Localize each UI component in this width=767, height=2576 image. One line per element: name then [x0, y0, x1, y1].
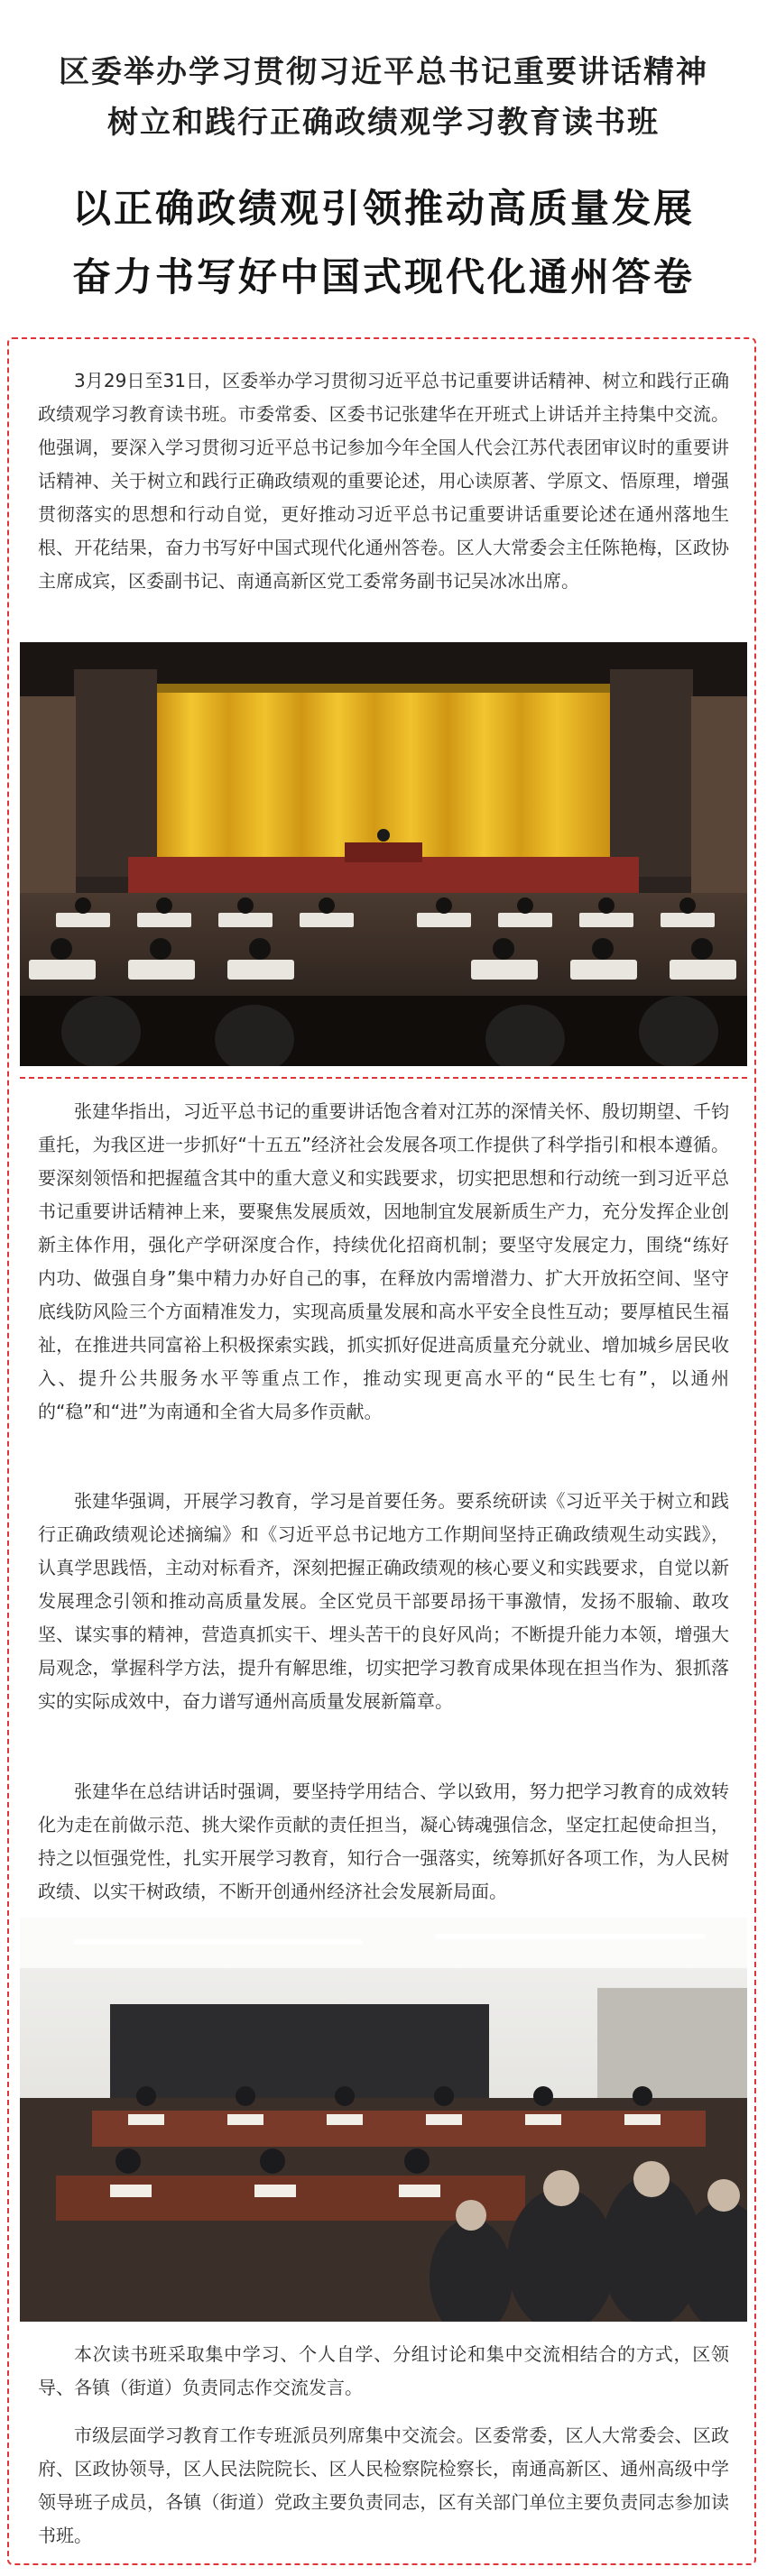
paragraph-summary: 张建华在总结讲话时强调，要坚持学用结合、学以致用，努力把学习教育的成效转化为走在前做示范、挑大梁作贡献的责任担当，凝心铸魂强信念，坚定扛起使命担当，持之以恒强党性，扎实开展学习教育，知行合一强落实，统筹抓好各项工作，为人民树政绩、以实干树政绩，不断开创通州经济社会发展新局面。 — [38, 1780, 729, 1902]
photo-roundtable-meeting — [20, 1918, 747, 2322]
paragraph-attendees: 市级层面学习教育工作专班派员列席集中交流会。区委常委，区人大常委会、区政府、区政协领导，区人民法院院长、区人民检察院检察长，南通高新区、通州高级中学领导班子成员，各镇（街道）党政主要负责同志，区有关部门单位主要负责同志参加读书班。 — [38, 2424, 729, 2546]
paragraph-instructions: 张建华指出，习近平总书记的重要讲话饱含着对江苏的深情关怀、殷切期望、千钧重托，为我区进一步抓好“十五五”经济社会发展各项工作提供了科学指引和根本遵循。要深刻领悟和把握蕴含其中的重大意义和实践要求，切实把思想和行动统一到习近平总书记重要讲话精神上来，要聚焦发展质效，因地制宜发展新质生产力，充分发挥企业创新主体作用，强化产学研深度合作，持续优化招商机制；要坚守发展定力，围绕“练好内功、做强自身”集中精力办好自己的事，在释放内需增潜力、扩大开放拓空间、坚守底线防风险三个方面精准发力，实现高质量发展和高水平安全良性互动；要厚植民生福祉，在推进共同富裕上积极探索实践，抓实抓好促进高质量充分就业、增加城乡居民收入、提升公共服务水平等重点工作，推动实现更高水平的“民生七有”，以通州的“稳”和“进”为南通和全省大局多作贡献。 — [38, 1100, 729, 1422]
paragraph-format: 本次读书班采取集中学习、个人自学、分组讨论和集中交流相结合的方式，区领导、各镇（街道）负责同志作交流发言。 — [38, 2343, 729, 2398]
photo-auditorium-meeting — [20, 642, 747, 1066]
paragraph-intro: 3月29日至31日，区委举办学习贯彻习近平总书记重要讲话精神、树立和践行正确政绩观学习教育读书班。市委常委、区委书记张建华在开班式上讲话并主持集中交流。他强调，要深入学习贯彻习近平总书记参加今年全国人代会江苏代表团审议时的重要讲话精神、关于树立和践行正确政绩观的重要论述，用心读原著、学原文、悟原理，增强贯彻落实的思想和行动自觉，更好推动习近平总书记重要讲话重要论述在通州落地生根、开花结果，奋力书写好中国式现代化通州答卷。区人大常委会主任陈艳梅，区政协主席成宾，区委副书记、南通高新区党工委常务副书记吴冰冰出席。 — [38, 370, 729, 592]
headline — [0, 175, 767, 312]
headline-line-1: 以正确政绩观引领推动高质量发展 — [72, 187, 695, 232]
section-divider-1 — [20, 1077, 747, 1079]
headline-line-2: 奋力书写好中国式现代化通州答卷 — [72, 255, 695, 300]
paragraph-emphasis: 张建华强调，开展学习教育，学习是首要任务。要系统研读《习近平关于树立和践行正确政绩观论述摘编》和《习近平总书记地方工作期间坚持正确政绩观生动实践》，认真学思践悟，主动对标看齐，深刻把握正确政绩观的核心要义和实践要求，自觉以新发展理念引领和推动高质量发展。全区党员干部要昂扬干事激情，发扬不服输、敢攻坚、谋实事的精神，营造真抓实干、埋头苦干的良好风尚；不断提升能力本领，增强大局观念，掌握科学方法，提升有解思维，切实把学习教育成果体现在担当作为、狠抓落实的实际成效中，奋力谱写通州高质量发展新篇章。 — [38, 1490, 729, 1712]
article-header — [0, 0, 767, 312]
course-title-line-1: 区委举办学习贯彻习近平总书记重要讲话精神 — [59, 54, 708, 90]
course-title-line-2: 树立和践行正确政绩观学习教育读书班 — [107, 105, 660, 141]
